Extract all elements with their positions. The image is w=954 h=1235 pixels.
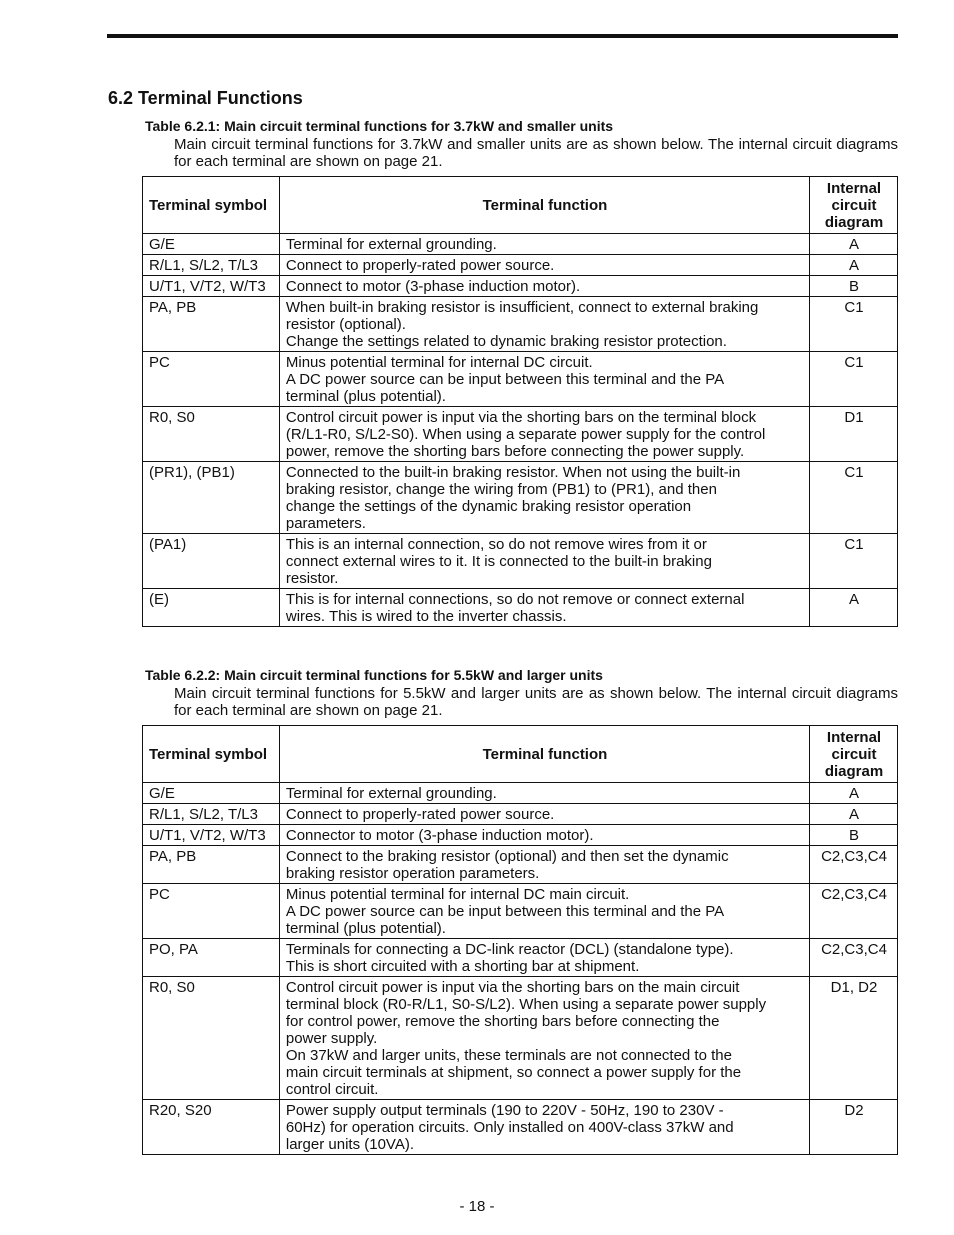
header-diagram-line: circuit [831, 746, 877, 763]
terminal-symbol-cell: (E) [143, 589, 280, 627]
terminal-table [142, 725, 898, 1155]
function-text-line: Minus potential terminal for internal DC main circuit. [285, 886, 630, 903]
function-text-line: When built-in braking resistor is insufficient, connect to external braking [285, 299, 759, 316]
function-text-line: braking resistor operation parameters. [285, 865, 540, 882]
function-text-line: terminal block (R0-R/L1, S0-S/L2). When using a separate power supply [285, 996, 767, 1013]
function-text-line: Connect to the braking resistor (optional) and then set the dynamic [285, 848, 729, 865]
function-text-line: Connect to properly-rated power source. [285, 806, 555, 823]
internal-circuit-diagram-cell: B [810, 276, 898, 297]
terminal-symbol-cell: (PR1), (PB1) [143, 462, 280, 534]
terminal-symbol-cell: R/L1, S/L2, T/L3 [143, 804, 280, 825]
header-internal-circuit-diagram [810, 726, 898, 783]
function-text-line: main circuit terminals at shipment, so connect a power supply for the [285, 1064, 742, 1081]
table-row [143, 234, 898, 255]
terminal-symbol-cell: R20, S20 [143, 1100, 280, 1155]
function-text-line: connect external wires to it. It is connected to the built-in braking [285, 553, 712, 570]
terminal-symbol-cell: R0, S0 [143, 407, 280, 462]
terminal-function-cell [279, 407, 809, 462]
table-row [143, 977, 898, 1100]
terminal-function-cell [279, 804, 809, 825]
terminal-symbol-cell: G/E [143, 783, 280, 804]
function-text-line: Terminal for external grounding. [285, 236, 497, 253]
table-row [143, 255, 898, 276]
terminal-function-cell [279, 255, 809, 276]
terminal-function-cell [279, 977, 809, 1100]
function-text-line: larger units (10VA). [285, 1136, 414, 1153]
terminal-function-cell [279, 1100, 809, 1155]
terminal-symbol-cell: R0, S0 [143, 977, 280, 1100]
terminal-function-cell [279, 534, 809, 589]
table-row [143, 276, 898, 297]
internal-circuit-diagram-cell: C1 [810, 462, 898, 534]
terminal-function-cell [279, 589, 809, 627]
function-text-line: This is short circuited with a shorting bar at shipment. [285, 958, 640, 975]
header-terminal-symbol: Terminal symbol [143, 177, 280, 234]
table-row [143, 534, 898, 589]
function-text-line: power supply. [285, 1030, 378, 1047]
terminal-table [142, 176, 898, 627]
table-header-row [143, 726, 898, 783]
terminal-function-cell [279, 276, 809, 297]
terminal-symbol-cell: (PA1) [143, 534, 280, 589]
terminal-function-cell [279, 352, 809, 407]
function-text-line: Power supply output terminals (190 to 220V - 50Hz, 190 to 230V - [285, 1102, 724, 1119]
terminal-symbol-cell: U/T1, V/T2, W/T3 [143, 825, 280, 846]
internal-circuit-diagram-cell: A [810, 589, 898, 627]
terminal-symbol-cell: G/E [143, 234, 280, 255]
function-text-line: 60Hz) for operation circuits. Only installed on 400V-class 37kW and [285, 1119, 734, 1136]
header-diagram-line: Internal [826, 180, 882, 197]
header-internal-circuit-diagram [810, 177, 898, 234]
internal-circuit-diagram-cell: C1 [810, 534, 898, 589]
function-text-line: Connected to the built-in braking resistor. When not using the built-in [285, 464, 741, 481]
internal-circuit-diagram-cell: C2,C3,C4 [810, 846, 898, 884]
internal-circuit-diagram-cell: D2 [810, 1100, 898, 1155]
function-text-line: Control circuit power is input via the shorting bars on the main circuit [285, 979, 740, 996]
function-text-line: Minus potential terminal for internal DC circuit. [285, 354, 593, 371]
table-caption: Table 6.2.2: Main circuit terminal functions for 5.5kW and larger units [145, 667, 603, 683]
internal-circuit-diagram-cell: D1, D2 [810, 977, 898, 1100]
terminal-function-cell [279, 884, 809, 939]
function-text-line: A DC power source can be input between this terminal and the PA [285, 371, 725, 388]
terminal-function-cell [279, 783, 809, 804]
terminal-function-cell [279, 846, 809, 884]
function-text-line: (R/L1-R0, S/L2-S0). When using a separate power supply for the control [285, 426, 766, 443]
function-text-line: control circuit. [285, 1081, 379, 1098]
table-row [143, 884, 898, 939]
function-text-line: wires. This is wired to the inverter chassis. [285, 608, 567, 625]
function-text-line: Connect to properly-rated power source. [285, 257, 555, 274]
internal-circuit-diagram-cell: A [810, 804, 898, 825]
table-row [143, 589, 898, 627]
function-text-line: Terminals for connecting a DC-link reactor (DCL) (standalone type). [285, 941, 734, 958]
function-text-line: resistor. [285, 570, 339, 587]
internal-circuit-diagram-cell: B [810, 825, 898, 846]
table-header-row [143, 177, 898, 234]
internal-circuit-diagram-cell: A [810, 255, 898, 276]
function-text-line: This is an internal connection, so do not remove wires from it or [285, 536, 707, 553]
internal-circuit-diagram-cell: C2,C3,C4 [810, 939, 898, 977]
terminal-symbol-cell: PC [143, 884, 280, 939]
table-row [143, 804, 898, 825]
table-row [143, 783, 898, 804]
header-terminal-function: Terminal function [279, 726, 809, 783]
terminal-symbol-cell: PA, PB [143, 846, 280, 884]
table-intro: Main circuit terminal functions for 5.5kW and larger units are as shown below. The internal circuit diagrams for each terminal are shown on page 21. [174, 685, 898, 719]
internal-circuit-diagram-cell: D1 [810, 407, 898, 462]
header-diagram-line: Internal [826, 729, 882, 746]
table-row [143, 462, 898, 534]
header-terminal-symbol: Terminal symbol [143, 726, 280, 783]
function-text-line: Control circuit power is input via the shorting bars on the terminal block [285, 409, 757, 426]
header-rule [107, 34, 898, 38]
table-row [143, 939, 898, 977]
terminal-function-cell [279, 297, 809, 352]
function-text-line: for control power, remove the shorting bars before connecting the [285, 1013, 720, 1030]
function-text-line: This is for internal connections, so do not remove or connect external [285, 591, 745, 608]
internal-circuit-diagram-cell: C1 [810, 297, 898, 352]
header-diagram-line: diagram [824, 214, 884, 231]
function-text-line: power, remove the shorting bars before connecting the power supply. [285, 443, 745, 460]
function-text-line: Terminal for external grounding. [285, 785, 497, 802]
function-text-line: Connector to motor (3-phase induction motor). [285, 827, 594, 844]
function-text-line: braking resistor, change the wiring from (PB1) to (PR1), and then [285, 481, 717, 498]
function-text-line: terminal (plus potential). [285, 920, 446, 937]
function-text-line: A DC power source can be input between this terminal and the PA [285, 903, 725, 920]
terminal-symbol-cell: PC [143, 352, 280, 407]
terminal-function-cell [279, 939, 809, 977]
header-diagram-line: circuit [831, 197, 877, 214]
function-text-line: parameters. [285, 515, 366, 532]
table-row [143, 352, 898, 407]
internal-circuit-diagram-cell: C1 [810, 352, 898, 407]
table-intro: Main circuit terminal functions for 3.7kW and smaller units are as shown below. The internal circuit diagrams for each terminal are shown on page 21. [174, 136, 898, 170]
terminal-symbol-cell: R/L1, S/L2, T/L3 [143, 255, 280, 276]
terminal-function-cell [279, 462, 809, 534]
function-text-line: terminal (plus potential). [285, 388, 446, 405]
function-text-line: Connect to motor (3-phase induction motor). [285, 278, 581, 295]
internal-circuit-diagram-cell: A [810, 234, 898, 255]
function-text-line: change the settings of the dynamic braking resistor operation [285, 498, 692, 515]
function-text-line: resistor (optional). [285, 316, 406, 333]
terminal-function-cell [279, 234, 809, 255]
function-text-line: On 37kW and larger units, these terminals are not connected to the [285, 1047, 732, 1064]
terminal-symbol-cell: PA, PB [143, 297, 280, 352]
function-text-line: Change the settings related to dynamic braking resistor protection. [285, 333, 727, 350]
terminal-symbol-cell: PO, PA [143, 939, 280, 977]
page-number: - 18 - [459, 1198, 495, 1215]
table-row [143, 297, 898, 352]
header-diagram-line: diagram [824, 763, 884, 780]
terminal-symbol-cell: U/T1, V/T2, W/T3 [143, 276, 280, 297]
table-row [143, 825, 898, 846]
internal-circuit-diagram-cell: A [810, 783, 898, 804]
internal-circuit-diagram-cell: C2,C3,C4 [810, 884, 898, 939]
table-row [143, 1100, 898, 1155]
header-terminal-function: Terminal function [279, 177, 809, 234]
table-caption: Table 6.2.1: Main circuit terminal functions for 3.7kW and smaller units [145, 118, 614, 134]
terminal-function-cell [279, 825, 809, 846]
table-row [143, 407, 898, 462]
section-title: 6.2 Terminal Functions [108, 88, 303, 108]
table-row [143, 846, 898, 884]
